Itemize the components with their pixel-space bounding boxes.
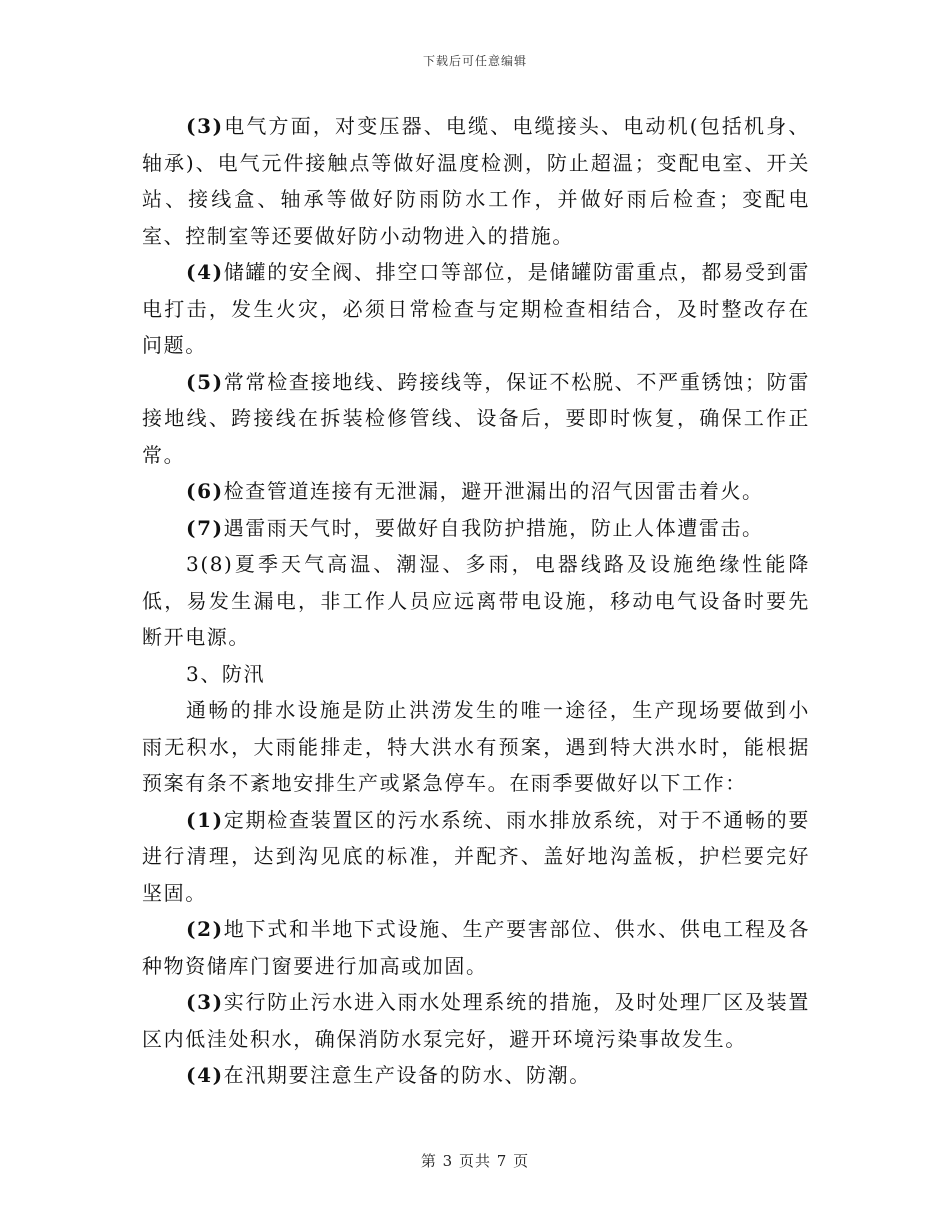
paragraph-text: 3(8)夏季天气高温、潮湿、多雨，电器线路及设施绝缘性能降低，易发生漏电，非工作人员应远离带电设施，移动电气设备时要先断开电源。 (142, 552, 810, 649)
paragraph-flood-season (142, 1057, 810, 1094)
paragraph-electrical (142, 108, 810, 254)
document-body (142, 108, 810, 1094)
paragraph-text: 检查管道连接有无泄漏，避开泄漏出的沼气因雷击着火。 (223, 479, 764, 503)
item-number: (5) (186, 369, 224, 394)
paragraph-summer-electric (142, 546, 810, 656)
paragraph-text: 常常检查接地线、跨接线等，保证不松脱、不严重锈蚀；防雷接地线、跨接线在拆装检修管线、设备后，要即时恢复，确保工作正常。 (142, 369, 810, 467)
paragraph-text: 通畅的排水设施是防止洪涝发生的唯一途径，生产现场要做到小雨无积水，大雨能排走，特大洪水有预案，遇到特大洪水时，能根据预案有条不紊地安排生产或紧急停车。在雨季要做好以下工作： (142, 698, 810, 795)
paragraph-text: 地下式和半地下式设施、生产要害部位、供水、供电工程及各种物资储库门窗要进行加高或加固。 (142, 917, 810, 978)
item-number: (4) (186, 1063, 224, 1087)
paragraph-text: 定期检查装置区的污水系统、雨水排放系统，对于不通畅的要进行清理，达到沟见底的标准，并配齐、盖好地沟盖板，护栏要完好坚固。 (142, 807, 810, 905)
section-heading-text: 3、防汛 (186, 661, 266, 686)
page-footer: 第 3 页共 7 页 (420, 1152, 530, 1170)
item-number: (3) (186, 990, 224, 1014)
paragraph-sewer-check (142, 802, 810, 912)
item-number: (3) (186, 114, 224, 138)
paragraph-pipeline-leak (142, 473, 810, 510)
paragraph-text: 电气方面，对变压器、电缆、电缆接头、电动机(包括机身、轴承)、电气元件接触点等做好温度检测，防止超温；变配电室、开关站、接线盒、轴承等做好防雨防水工作，并做好雨后检查；变配电室、控制室等还要做好防小动物进入的措施。 (142, 114, 810, 248)
section-heading-flood (142, 656, 810, 693)
item-number: (6) (186, 479, 224, 503)
paragraph-text: 在汛期要注意生产设备的防水、防潮。 (223, 1063, 591, 1087)
item-number: (2) (186, 917, 224, 941)
paragraph-text: 储罐的安全阀、排空口等部位，是储罐防雷重点，都易受到雷电打击，发生火灾，必须日常检查与定期检查相结合，及时整改存在问题。 (142, 260, 810, 357)
page-header: 下载后可任意编辑 (422, 54, 527, 68)
paragraph-self-protection (142, 510, 810, 547)
paragraph-sewage-prevention (142, 984, 810, 1057)
paragraph-text: 遇雷雨天气时，要做好自我防护措施，防止人体遭雷击。 (223, 515, 764, 540)
paragraph-text: 实行防止污水进入雨水处理系统的措施，及时处理厂区及装置区内低洼处积水，确保消防水泵完好，避开环境污染事故发生。 (142, 990, 810, 1051)
paragraph-underground-facilities (142, 911, 810, 984)
item-number: (7) (186, 515, 224, 540)
paragraph-tank-lightning (142, 254, 810, 364)
item-number: (1) (186, 807, 224, 832)
paragraph-grounding (142, 364, 810, 474)
item-number: (4) (186, 260, 224, 284)
paragraph-drainage-intro (142, 692, 810, 802)
